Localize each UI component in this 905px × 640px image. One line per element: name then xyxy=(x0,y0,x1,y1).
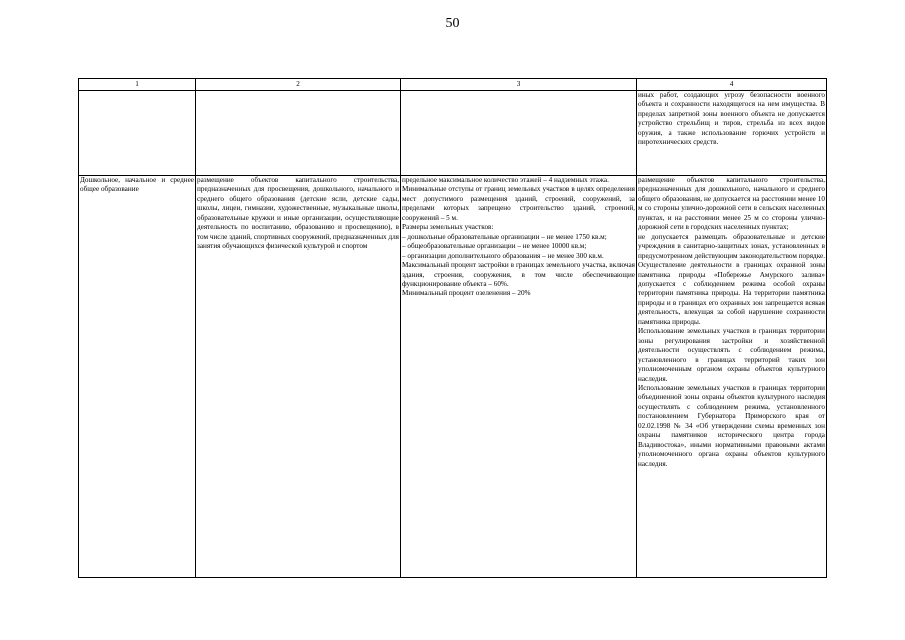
parameter-plot-size-additional: – организации дополнительного образования – не менее 300 кв.м. xyxy=(402,251,604,260)
restriction-heritage-zone: Использование земельных участков в границах территории объединенной зоны охраны объектов культурного наследия осуществлять с соблюдением режима, установленного постановлением Губернатора Приморского края от 02.02.1998 № 34 «Об утверждении схемы временных зон охраны памятников исторического центра города Владивостока», иными нормативными правовыми актами уполномоченного органа охраны объектов культурного наследия. xyxy=(638,383,825,468)
parameter-plot-sizes-heading: Размеры земельных участков: xyxy=(402,223,494,232)
parameter-floors: предельное максимальное количество этажей – 4 надземных этажа. xyxy=(402,176,609,184)
column-header-2: 2 xyxy=(196,79,401,91)
table-cell-empty xyxy=(401,91,637,176)
zoning-table xyxy=(78,78,827,578)
table-cell-parameters xyxy=(401,176,637,578)
restriction-development-zone: Использование земельных участков в границах территории зоны регулирования застройки и хозяйственной деятельности осуществлять с соблюдением режима, установленного в границах территорий таких зон уполномоченным органом охраны объектов культурного наследия. xyxy=(638,327,825,383)
table-cell-empty xyxy=(79,91,196,176)
column-header-3: 3 xyxy=(401,79,637,91)
parameter-plot-size-preschool: – дошкольные образовательные организации – не менее 1750 кв.м; xyxy=(402,232,607,241)
parameter-max-coverage: Максимальный процент застройки в границах земельного участка, включая здания, строения, сооружения, в том числе обеспечивающие функционирование объекта – 60%. xyxy=(402,261,635,288)
restriction-sanitary-zones: не допускается размещать образовательные и детские учреждения в санитарно-защитных зонах, установленных в предусмотренном действующим законодательством порядке. xyxy=(638,232,826,260)
table-cell-empty xyxy=(196,91,401,176)
table-cell-use-type: Дошкольное, начальное и среднее общее образование xyxy=(79,176,196,578)
restriction-distance: размещение объектов капитального строительства, предназначенных для дошкольного, начального и среднего общего образования, не допускается на расстоянии менее 10 м со стороны улично-дорожной сети в сельских населенных пунктах, и на расстоянии менее 25 м со стороны улично-дорожной сети в городских населенных пунктах; xyxy=(638,176,825,232)
table-cell-restrictions-continued: иных работ, создающих угрозу безопасности военного объекта и сохранности находящегося на нем имущества. В пределах запретной зоны военного объекта не допускается устройство стрельбищ и тиров, стрельба из всех видов оружия, а также использование горючих устройств и пиротехнических средств. xyxy=(637,91,827,176)
table-header-row xyxy=(79,79,827,91)
column-header-1: 1 xyxy=(79,79,196,91)
table-cell-restrictions xyxy=(637,176,827,578)
table-cell-use-description: размещение объектов капитального строительства, предназначенных для просвещения, дошкольного, начального и среднего общего образования (детские ясли, детские сады, школы, лицеи, гимназии, художественные, музыкальные школы, образовательные кружки и иные организации, осуществляющие деятельность по воспитанию, образованию и просвещению), в том числе зданий, спортивных сооружений, предназначенных для занятия обучающихся физической культурой и спортом xyxy=(196,176,401,578)
column-header-4: 4 xyxy=(637,79,827,91)
table-row-education xyxy=(79,176,827,578)
parameter-setbacks: Минимальные отступы от границ земельных участков в целях определения мест допустимого размещения зданий, строений, сооружений, за пределами которых запрещено строительство зданий, строений, сооружений – 5 м. xyxy=(402,185,635,222)
parameter-plot-size-school: – общеобразовательные организации – не менее 10000 кв.м; xyxy=(402,242,587,251)
parameter-min-greening: Минимальный процент озеленения – 20% xyxy=(402,289,531,298)
table-row-continued xyxy=(79,91,827,176)
page-number: 50 xyxy=(445,16,460,31)
restriction-nature-monument: Осуществление деятельности в границах охранной зоны памятника природы «Побережье Амурского залива» допускается с соблюдением режима особой охраны территории памятника природы. На территории памятника природы и в границах его охранных зон запрещается всякая деятельность, влекущая за собой нарушение сохранности памятника природы. xyxy=(638,261,825,326)
